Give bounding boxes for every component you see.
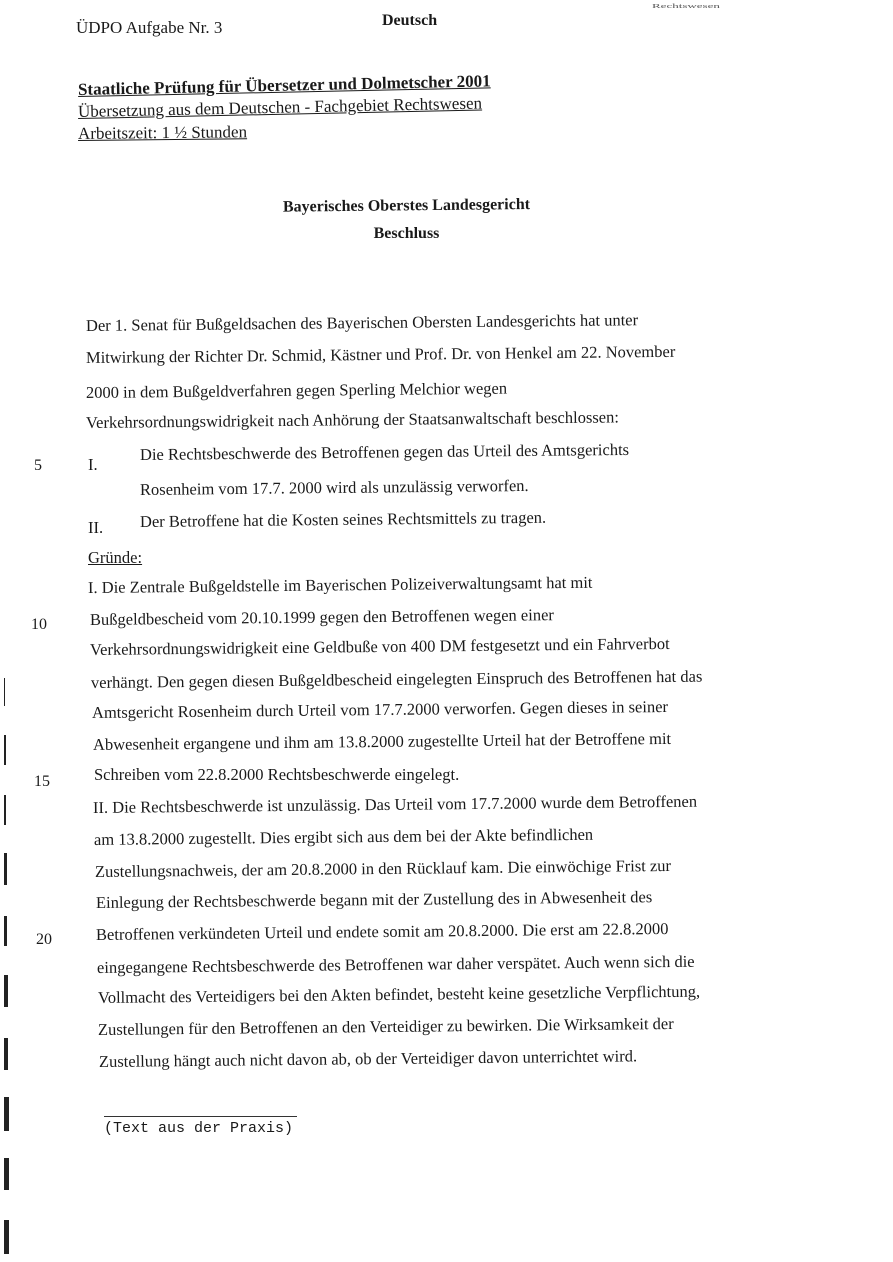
- reason-line: II. Die Rechtsbeschwerde ist unzulässig. Das Urteil vom 17.7.2000 wurde dem Betroffenen: [92, 791, 698, 817]
- scan-mark: [4, 1220, 9, 1254]
- language-label: Deutsch: [382, 12, 438, 29]
- scan-mark: [4, 1097, 9, 1131]
- scan-mark: [4, 1038, 8, 1070]
- document-type: Beschluss: [373, 225, 440, 242]
- reason-line: Vollmacht des Verteidigers bei den Akten befindet, besteht keine gesetzliche Verpflichtung,: [97, 981, 701, 1007]
- scan-mark: [4, 735, 6, 765]
- reason-line: verhängt. Den gegen diesen Bußgeldbescheid eingelegten Einspruch des Betroffenen hat das: [90, 666, 703, 692]
- reason-line: Betroffenen verkündeten Urteil und endete somit am 20.8.2000. Die erst am 22.8.2000: [95, 919, 669, 944]
- task-number: ÜDPO Aufgabe Nr. 3: [76, 18, 223, 37]
- reason-line: Einlegung der Rechtsbeschwerde begann mit der Zustellung des in Abwesenheit des: [95, 887, 653, 912]
- reason-line: Amtsgericht Rosenheim durch Urteil vom 17.7.2000 verworfen. Gegen dieses in seiner: [91, 696, 669, 722]
- scan-mark: [4, 975, 8, 1007]
- line-number: 15: [34, 773, 50, 790]
- reason-line: Abwesenheit ergangene und ihm am 13.8.2000 zugestellte Urteil hat der Betroffene mit: [92, 728, 672, 754]
- intro-line: Mitwirkung der Richter Dr. Schmid, Kästner und Prof. Dr. von Henkel am 22. November: [85, 341, 676, 367]
- intro-line: 2000 in dem Bußgeldverfahren gegen Sperling Melchior wegen: [85, 378, 508, 402]
- court-heading: Bayerisches Oberstes Landesgericht: [282, 196, 531, 216]
- scan-mark: [4, 916, 7, 946]
- reason-line: Bußgeldbescheid vom 20.10.1999 gegen den Betroffenen wegen einer: [89, 605, 554, 629]
- line-number: 20: [36, 931, 52, 948]
- source-note: (Text aus der Praxis): [104, 1120, 294, 1137]
- intro-line: Verkehrsordnungswidrigkeit nach Anhörung der Staatsanwaltschaft beschlossen:: [85, 407, 619, 432]
- reason-line: Zustellungen für den Betroffenen an den Verteidiger zu bewirken. Die Wirksamkeit der: [97, 1013, 674, 1039]
- item2-text: Der Betroffene hat die Kosten seines Rechtsmittels zu tragen.: [139, 507, 547, 531]
- reason-line: I. Die Zentrale Bußgeldstelle im Bayerischen Polizeiverwaltungsamt hat mit: [87, 572, 593, 597]
- exam-subtitle: Übersetzung aus dem Deutschen - Fachgebiet Rechtswesen: [77, 93, 483, 121]
- reason-line: Zustellungsnachweis, der am 20.8.2000 in den Rücklauf kam. Die einwöchige Frist zur: [94, 855, 672, 881]
- exam-time: Arbeitszeit: 1 ½ Stunden: [77, 122, 248, 143]
- reason-line: Zustellung hängt auch nicht davon ab, ob der Verteidiger davon unterrichtet wird.: [98, 1046, 638, 1071]
- footer-rule: [104, 1116, 297, 1117]
- scan-mark: [4, 678, 5, 706]
- reason-line: Verkehrsordnungswidrigkeit eine Geldbuße von 400 DM festgesetzt und ein Fahrverbot: [89, 633, 670, 659]
- reason-line: am 13.8.2000 zugestellt. Dies ergibt sich aus dem bei der Akte befindlichen: [93, 824, 594, 849]
- scan-mark: [4, 795, 6, 825]
- reason-line: eingegangene Rechtsbeschwerde des Betroffenen war daher verspätet. Auch wenn sich die: [96, 951, 695, 977]
- item1-text: Rosenheim vom 17.7. 2000 wird als unzulässig verworfen.: [139, 475, 529, 499]
- intro-line: Der 1. Senat für Bußgeldsachen des Bayerischen Obersten Landesgerichts hat unter: [85, 310, 639, 335]
- exam-title: Staatliche Prüfung für Übersetzer und Dolmetscher 2001: [77, 71, 491, 99]
- line-number: 5: [34, 457, 42, 474]
- scan-mark: [4, 853, 7, 885]
- subject-label: Rechtswesen: [652, 2, 720, 10]
- item1-label: I.: [88, 455, 98, 474]
- scan-mark: [4, 1158, 9, 1190]
- reasons-heading: Gründe:: [88, 548, 143, 567]
- line-number: 10: [31, 616, 47, 633]
- item1-text: Die Rechtsbeschwerde des Betroffenen gegen das Urteil des Amtsgerichts: [139, 439, 630, 464]
- item2-label: II.: [88, 518, 104, 537]
- reason-line: Schreiben vom 22.8.2000 Rechtsbeschwerde eingelegt.: [94, 765, 460, 784]
